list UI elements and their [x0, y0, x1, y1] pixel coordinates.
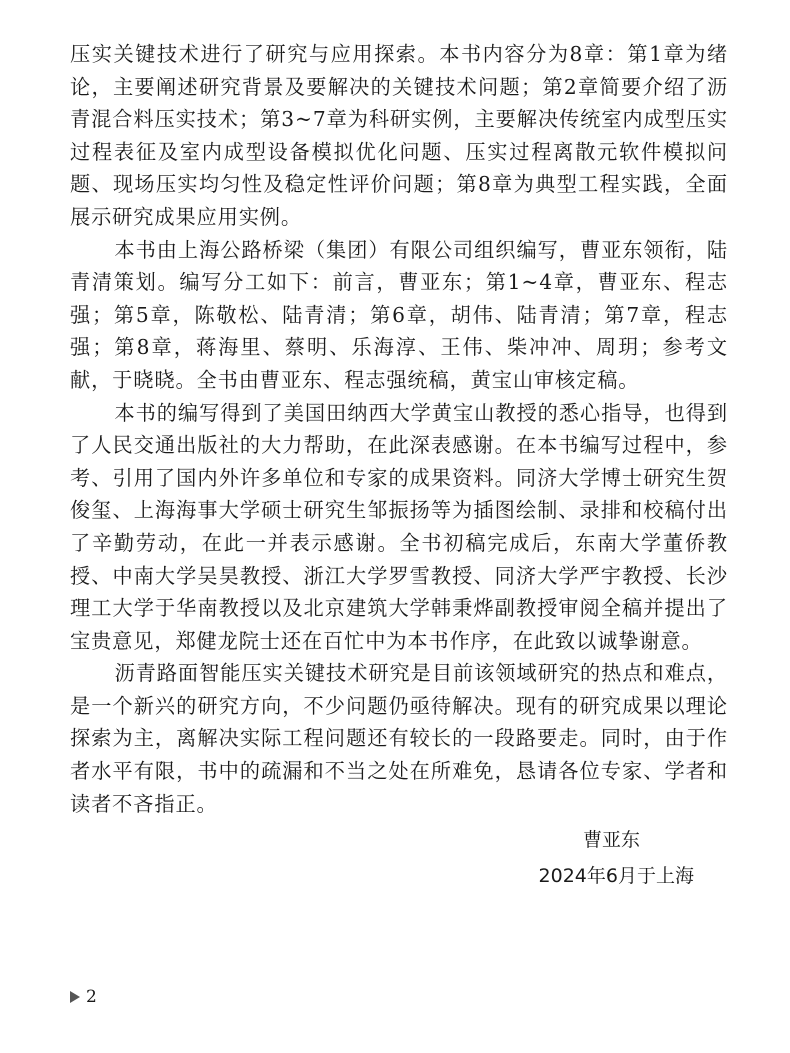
paragraph-acknowledgements: 本书的编写得到了美国田纳西大学黄宝山教授的悉心指导，也得到了人民交通出版社的大力帮助，在此深表感谢。在本书编写过程中，参考、引用了国内外许多单位和专家的成果资料。同济大学博士研究生贺俊玺、上海海事大学硕士研究生邹振扬等为插图绘制、录排和校稿付出了辛勤劳动，在此一并表示感谢。全书初稿完成后，东南大学董侨教授、中南大学吴昊教授、浙江大学罗雪教授、同济大学严宇教授、长沙理工大学于华南教授以及北京建筑大学韩秉烨副教授审阅全稿并提出了宝贵意见，郑健龙院士还在百忙中为本书作序，在此致以诚挚谢意。 — [70, 400, 728, 653]
preface-body — [70, 38, 728, 820]
signature-date-place: 2024年6月于上海 — [538, 865, 694, 887]
paragraph-closing: 沥青路面智能压实关键技术研究是目前该领域研究的热点和难点，是一个新兴的研究方向，不少问题仍亟待解决。现有的研究成果以理论探索为主，离解决实际工程问题还有较长的一段路要走。同时，由于作者水平有限，书中的疏漏和不当之处在所难免，恳请各位专家、学者和读者不吝指正。 — [70, 661, 728, 816]
signature-block — [539, 822, 694, 894]
signature-author: 曹亚东 — [582, 829, 640, 851]
page-marker-triangle-icon — [70, 991, 80, 1003]
paragraph-authors: 本书由上海公路桥梁（集团）有限公司组织编写，曹亚东领衔，陆青清策划。编写分工如下：前言，曹亚东；第1~4章，曹亚东、程志强；第5章，陈敬松、陆青清；第6章，胡伟、陆青清；第7章，程志强；第8章，蒋海里、蔡明、乐海淳、王伟、柴冲冲、周玥；参考文献，于晓晓。全书由曹亚东、程志强统稿，黄宝山审核定稿。 — [70, 237, 728, 392]
page-footer — [70, 987, 97, 1007]
page-number: 2 — [86, 987, 97, 1007]
paragraph-chapters: 压实关键技术进行了研究与应用探索。本书内容分为8章：第1章为绪论，主要阐述研究背景及要解决的关键技术问题；第2章简要介绍了沥青混合料压实技术；第3~7章为科研实例，主要解决传统室内成型压实过程表征及室内成型设备模拟优化问题、压实过程离散元软件模拟问题、现场压实均匀性及稳定性评价问题；第8章为典型工程实践，全面展示研究成果应用实例。 — [70, 42, 728, 229]
